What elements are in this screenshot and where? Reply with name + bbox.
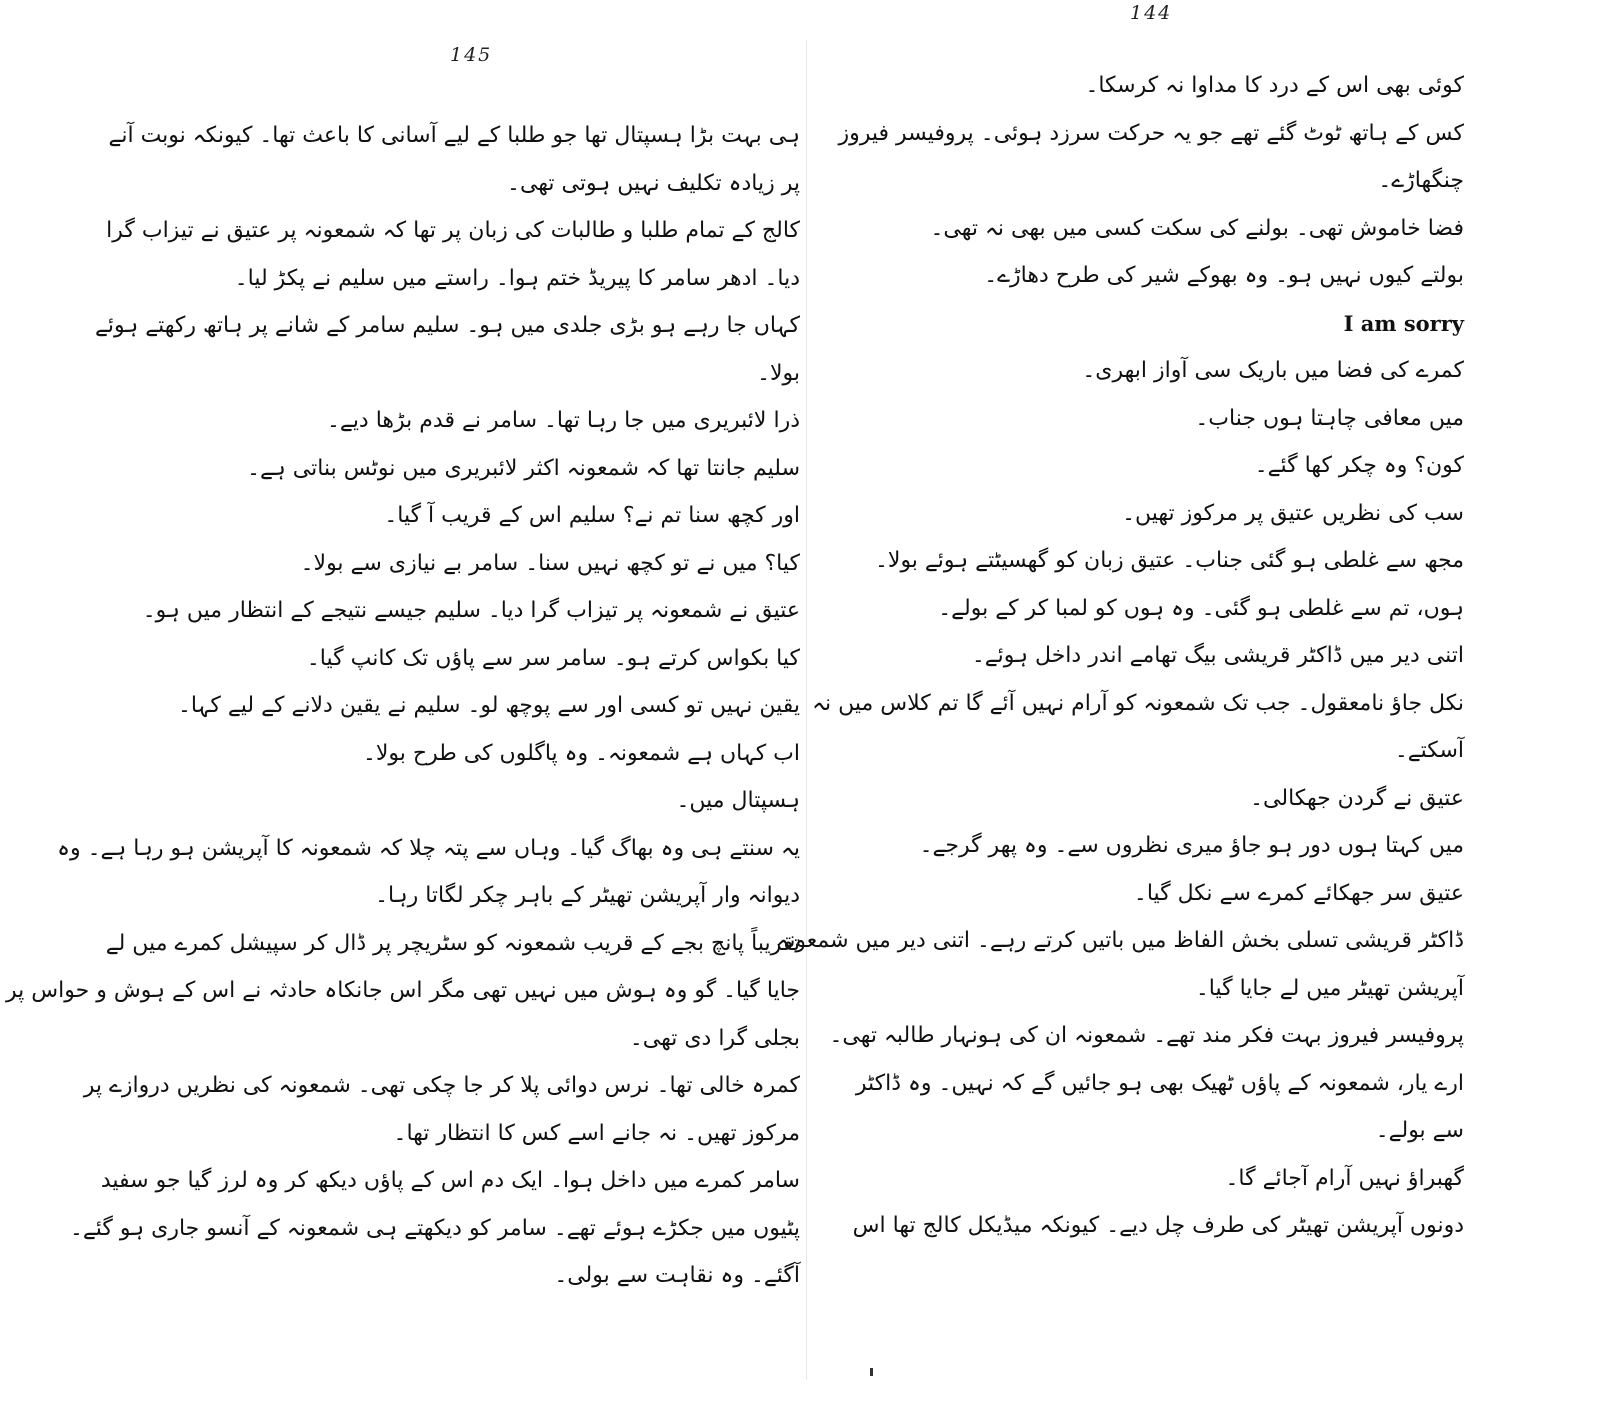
- text-line: جایا گیا۔ گو وہ ہوش میں نہیں تھی مگر اس جانکاہ حادثہ نے اس کے ہوش و حواس پر: [6, 978, 800, 1003]
- text-line: ارے یار، شمعونہ کے پاؤں ٹھیک بھی ہو جائیں گے کہ نہیں۔ وہ ڈاکٹر: [855, 1070, 1464, 1096]
- text-line: تقریباً پانچ بجے کے قریب شمعونہ کو سٹریچر پر ڈال کر سپیشل کمرے میں لے: [105, 930, 800, 956]
- text-line: مجھ سے غلطی ہو گئی جناب۔ عتیق زبان کو گھسیٹتے ہوئے بولا۔: [875, 548, 1464, 573]
- text-line: پروفیسر فیروز بہت فکر مند تھے۔ شمعونہ ان کی ہونہار طالبہ تھی۔: [829, 1023, 1464, 1048]
- right-page-text: [776, 62, 1464, 1250]
- text-line: کس کے ہاتھ ٹوٹ گئے تھے جو یہ حرکت سرزد ہوئی۔ پروفیسر فیروز: [838, 120, 1464, 146]
- text-line: میں کہتا ہوں دور ہو جاؤ میری نظروں سے۔ وہ پھر گرجے۔: [919, 833, 1464, 858]
- text-line: دیوانہ وار آپریشن تھیٹر کے باہر چکر لگاتا رہا۔: [375, 883, 800, 908]
- text-line: یقین نہیں تو کسی اور سے پوچھ لو۔ سلیم نے یقین دلانے کے لیے کہا۔: [177, 693, 800, 718]
- text-line: بولتے کیوں نہیں ہو۔ وہ بھوکے شیر کی طرح دھاڑے۔: [984, 263, 1464, 288]
- text-line: سامر کمرے میں داخل ہوا۔ ایک دم اس کے پاؤں دیکھ کر وہ لرز گیا جو سفید: [100, 1168, 800, 1193]
- text-line: کون؟ وہ چکر کھا گئے۔: [1254, 453, 1464, 478]
- text-line: میں معافی چاہتا ہوں جناب۔: [1195, 405, 1464, 431]
- text-line: آگئے۔ وہ نقاہت سے بولی۔: [554, 1263, 800, 1288]
- text-line: چنگھاڑے۔: [1378, 168, 1464, 193]
- text-line: کیا بکواس کرتے ہو۔ سامر سر سے پاؤں تک کانپ گیا۔: [306, 645, 800, 671]
- text-line: فضا خاموش تھی۔ بولنے کی سکت کسی میں بھی نہ تھی۔: [930, 215, 1464, 241]
- page-number-right: 144: [1130, 2, 1173, 24]
- text-line: سے بولے۔: [1375, 1118, 1464, 1143]
- text-line: ڈاکٹر قریشی تسلی بخش الفاظ میں باتیں کرتے رہے۔ اتنی دیر میں شمعونہ: [776, 928, 1464, 953]
- text-line: کوئی بھی اس کے درد کا مداوا نہ کرسکا۔: [1085, 73, 1464, 98]
- text-line: عتیق سر جھکائے کمرے سے نکل گیا۔: [1133, 880, 1464, 906]
- text-line: کمرہ خالی تھا۔ نرس دوائی پلا کر جا چکی تھی۔ شمعونہ کی نظریں دروازے پر: [83, 1073, 800, 1098]
- text-line: آسکتے۔: [1394, 738, 1464, 763]
- text-line-english: I am sorry: [1343, 310, 1464, 336]
- text-line: عتیق نے گردن جھکالی۔: [1250, 785, 1464, 811]
- page-number-left: 145: [450, 44, 493, 66]
- text-line: آپریشن تھیٹر میں لے جایا گیا۔: [1195, 975, 1464, 1001]
- text-line: ہسپتال میں۔: [676, 788, 800, 813]
- page-gutter: [806, 40, 807, 1380]
- text-line: اب کہاں ہے شمعونہ۔ وہ پاگلوں کی طرح بولا۔: [362, 740, 800, 766]
- print-mark: [870, 1368, 873, 1376]
- text-line: بولا۔: [757, 360, 800, 386]
- text-line: ذرا لائبریری میں جا رہا تھا۔ سامر نے قدم بڑھا دیے۔: [327, 408, 800, 433]
- text-line: دیا۔ ادھر سامر کا پیریڈ ختم ہوا۔ راستے میں سلیم نے پکڑ لیا۔: [234, 265, 800, 291]
- text-line: سلیم جانتا تھا کہ شمعونہ اکثر لائبریری میں نوٹس بناتی ہے۔: [247, 455, 800, 481]
- text-line: پر زیادہ تکلیف نہیں ہوتی تھی۔: [507, 170, 800, 196]
- text-line: کالج کے تمام طلبا و طالبات کی زبان پر تھا کہ شمعونہ پر عتیق نے تیزاب گرا: [106, 218, 800, 243]
- text-line: نکل جاؤ نامعقول۔ جب تک شمعونہ کو آرام نہیں آئے گا تم کلاس میں نہ: [812, 690, 1464, 716]
- text-line: مرکوز تھیں۔ نہ جانے اسے کس کا انتظار تھا۔: [393, 1120, 800, 1146]
- text-line: سب کی نظریں عتیق پر مرکوز تھیں۔: [1122, 500, 1464, 526]
- text-line: اتنی دیر میں ڈاکٹر قریشی بیگ تھامے اندر داخل ہوئے۔: [971, 643, 1464, 668]
- text-line: اور کچھ سنا تم نے؟ سلیم اس کے قریب آ گیا۔: [384, 503, 800, 528]
- text-line: گھبراؤ نہیں آرام آجائے گا۔: [1225, 1165, 1464, 1191]
- text-line: پٹیوں میں جکڑے ہوئے تھے۔ سامر کو دیکھتے ہی شمعونہ کے آنسو جاری ہو گئے۔: [70, 1215, 800, 1241]
- text-line: یہ سنتے ہی وہ بھاگ گیا۔ وہاں سے پتہ چلا کہ شمعونہ کا آپریشن ہو رہا ہے۔ وہ: [57, 835, 800, 861]
- text-line: کیا؟ میں نے تو کچھ نہیں سنا۔ سامر بے نیازی سے بولا۔: [300, 550, 800, 576]
- left-page-text: [6, 112, 800, 1300]
- text-line: کمرے کی فضا میں باریک سی آواز ابھری۔: [1082, 358, 1464, 383]
- text-line: دونوں آپریشن تھیٹر کی طرف چل دیے۔ کیونکہ میڈیکل کالج تھا اس: [852, 1213, 1464, 1238]
- text-line: کہاں جا رہے ہو بڑی جلدی میں ہو۔ سلیم سامر کے شانے پر ہاتھ رکھتے ہوئے: [94, 313, 800, 338]
- text-line: ہی بہت بڑا ہسپتال تھا جو طلبا کے لیے آسانی کا باعث تھا۔ کیونکہ نوبت آنے: [108, 123, 800, 148]
- text-line: بجلی گرا دی تھی۔: [629, 1025, 800, 1051]
- text-line: ہوں، تم سے غلطی ہو گئی۔ وہ ہوں کو لمبا کر کے بولے۔: [938, 595, 1464, 621]
- text-line: عتیق نے شمعونہ پر تیزاب گرا دیا۔ سلیم جیسے نتیجے کے انتظار میں ہو۔: [142, 598, 800, 623]
